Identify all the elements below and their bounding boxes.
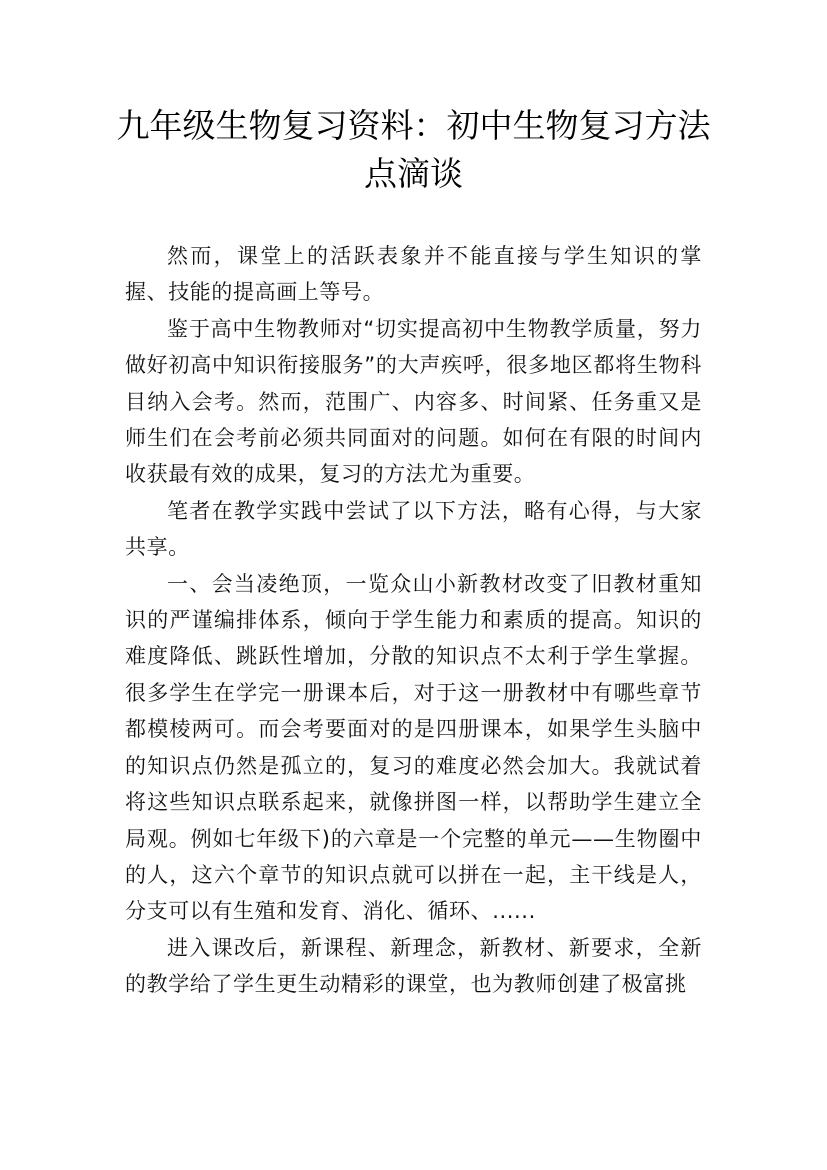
document-body	[125, 238, 702, 1003]
paragraph: 进入课改后，新课程、新理念，新教材、新要求，全新的教学给了学生更生动精彩的课堂，也为教师创建了极富挑	[125, 935, 702, 997]
paragraph: 鉴于高中生物教师对“切实提高初中生物教学质量，努力做好初高中知识衔接服务”的大声疾呼，很多地区都将生物科目纳入会考。然而，范围广、内容多、时间紧、任务重又是师生们在会考前必须共同面对的问题。如何在有限的时间内收获最有效的成果，复习的方法尤为重要。	[125, 316, 702, 487]
document-title: 九年级生物复习资料：初中生物复习方法点滴谈	[116, 106, 711, 193]
paragraph: 笔者在教学实践中尝试了以下方法，略有心得，与大家共享。	[125, 498, 702, 560]
paragraph: 一、会当凌绝顶，一览众山小新教材改变了旧教材重知识的严谨编排体系，倾向于学生能力和素质的提高。知识的难度降低、跳跃性增加，分散的知识点不太利于学生掌握。很多学生在学完一册课本后，对于这一册教材中有哪些章节都模棱两可。而会考要面对的是四册课本，如果学生头脑中的知识点仍然是孤立的，复习的难度必然会加大。我就试着将这些知识点联系起来，就像拼图一样，以帮助学生建立全局观。例如七年级下)的六章是一个完整的单元——生物圈中的人，这六个章节的知识点就可以拼在一起，主干线是人，分支可以有生殖和发育、消化、循环、......	[125, 571, 702, 924]
paragraph: 然而，课堂上的活跃表象并不能直接与学生知识的掌握、技能的提高画上等号。	[125, 244, 702, 305]
